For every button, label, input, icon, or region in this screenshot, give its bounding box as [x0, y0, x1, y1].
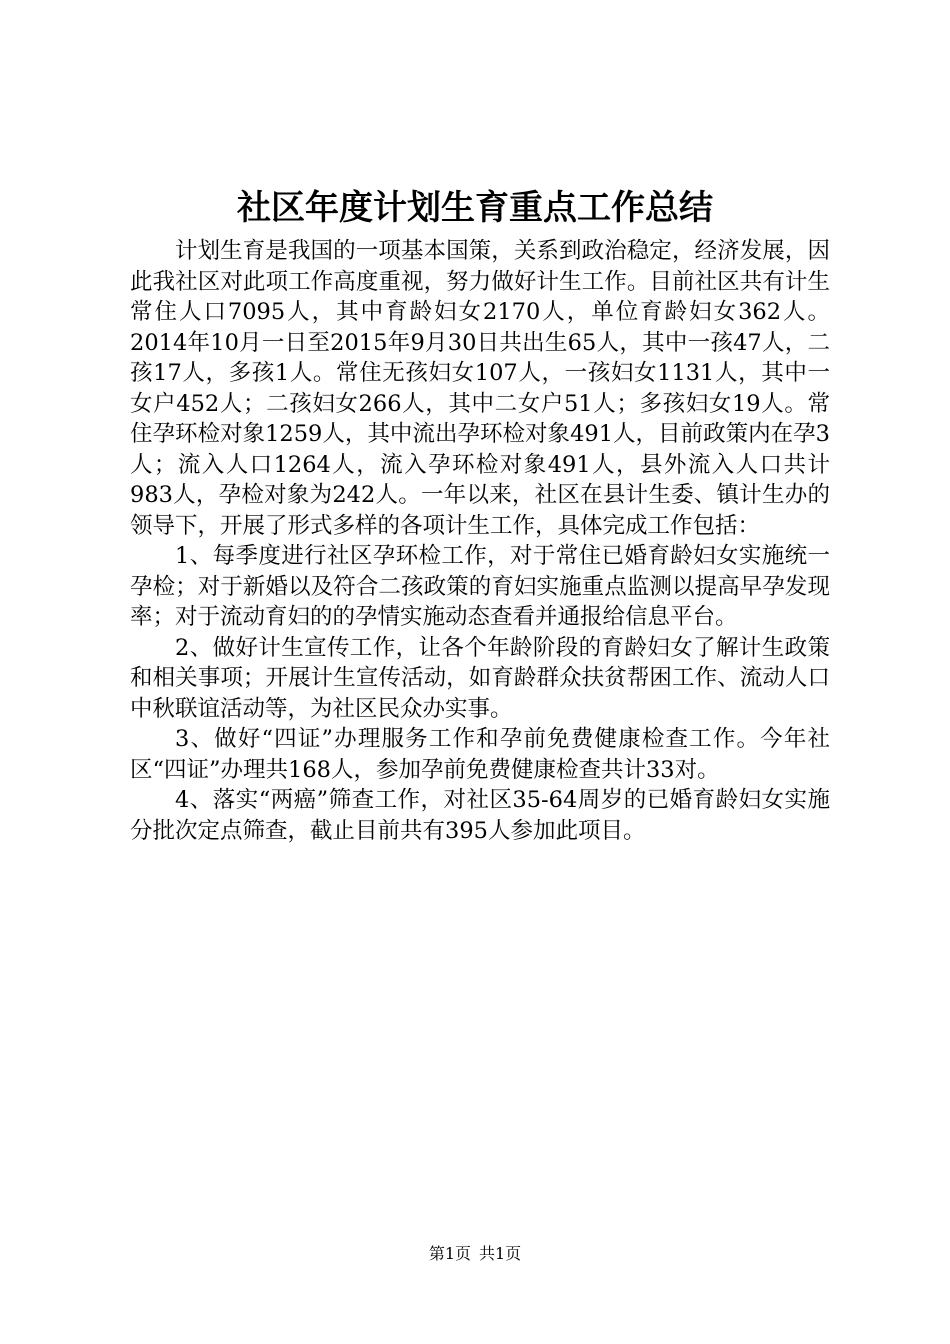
- paragraph-item-4: 4、落实“两癌”筛查工作，对社区35-64周岁的已婚育龄妇女实施分批次定点筛查，截止目前共有395人参加此项目。: [130, 787, 830, 844]
- document-title: 社区年度计划生育重点工作总结: [237, 188, 713, 228]
- paragraph-item-2: 2、做好计生宣传工作，让各个年龄阶段的育龄妇女了解计生政策和相关事项；开展计生宣传活动，如育龄群众扶贫帮困工作、流动人口中秋联谊活动等，为社区民众办实事。: [130, 634, 830, 722]
- page-footer: [0, 1244, 950, 1264]
- document-body: [130, 236, 830, 846]
- paragraph-intro: 计划生育是我国的一项基本国策，关系到政治稳定，经济发展，因此我社区对此项工作高度重视，努力做好计生工作。目前社区共有计生常住人口7095人，其中育龄妇女2170人，单位育龄妇女362人。2014年10月一日至2015年9月30日共出生65人，其中一孩47人，二孩17人，多孩1人。常住无孩妇女107人，一孩妇女1131人，其中一女户452人；二孩妇女266人，其中二女户51人；多孩妇女19人。常住孕环检对象1259人，其中流出孕环检对象491人，目前政策内在孕3人；流入人口1264人，流入孕环检对象491人，县外流入人口共计983人，孕检对象为242人。一年以来，社区在县计生委、镇计生办的领导下，开展了形式多样的各项计生工作，具体完成工作包括：: [130, 238, 830, 539]
- paragraph-item-3: 3、做好“四证”办理服务工作和孕前免费健康检查工作。今年社区“四证”办理共168人，参加孕前免费健康检查共计33对。: [130, 726, 830, 783]
- paragraph-item-1: 1、每季度进行社区孕环检工作，对于常住已婚育龄妇女实施统一孕检；对于新婚以及符合二孩政策的育妇实施重点监测以提高早孕发现率；对于流动育妇的的孕情实施动态查看并通报给信息平台。: [130, 543, 830, 630]
- page-total: 共1页: [479, 1244, 522, 1263]
- page-number: 第1页: [428, 1244, 471, 1263]
